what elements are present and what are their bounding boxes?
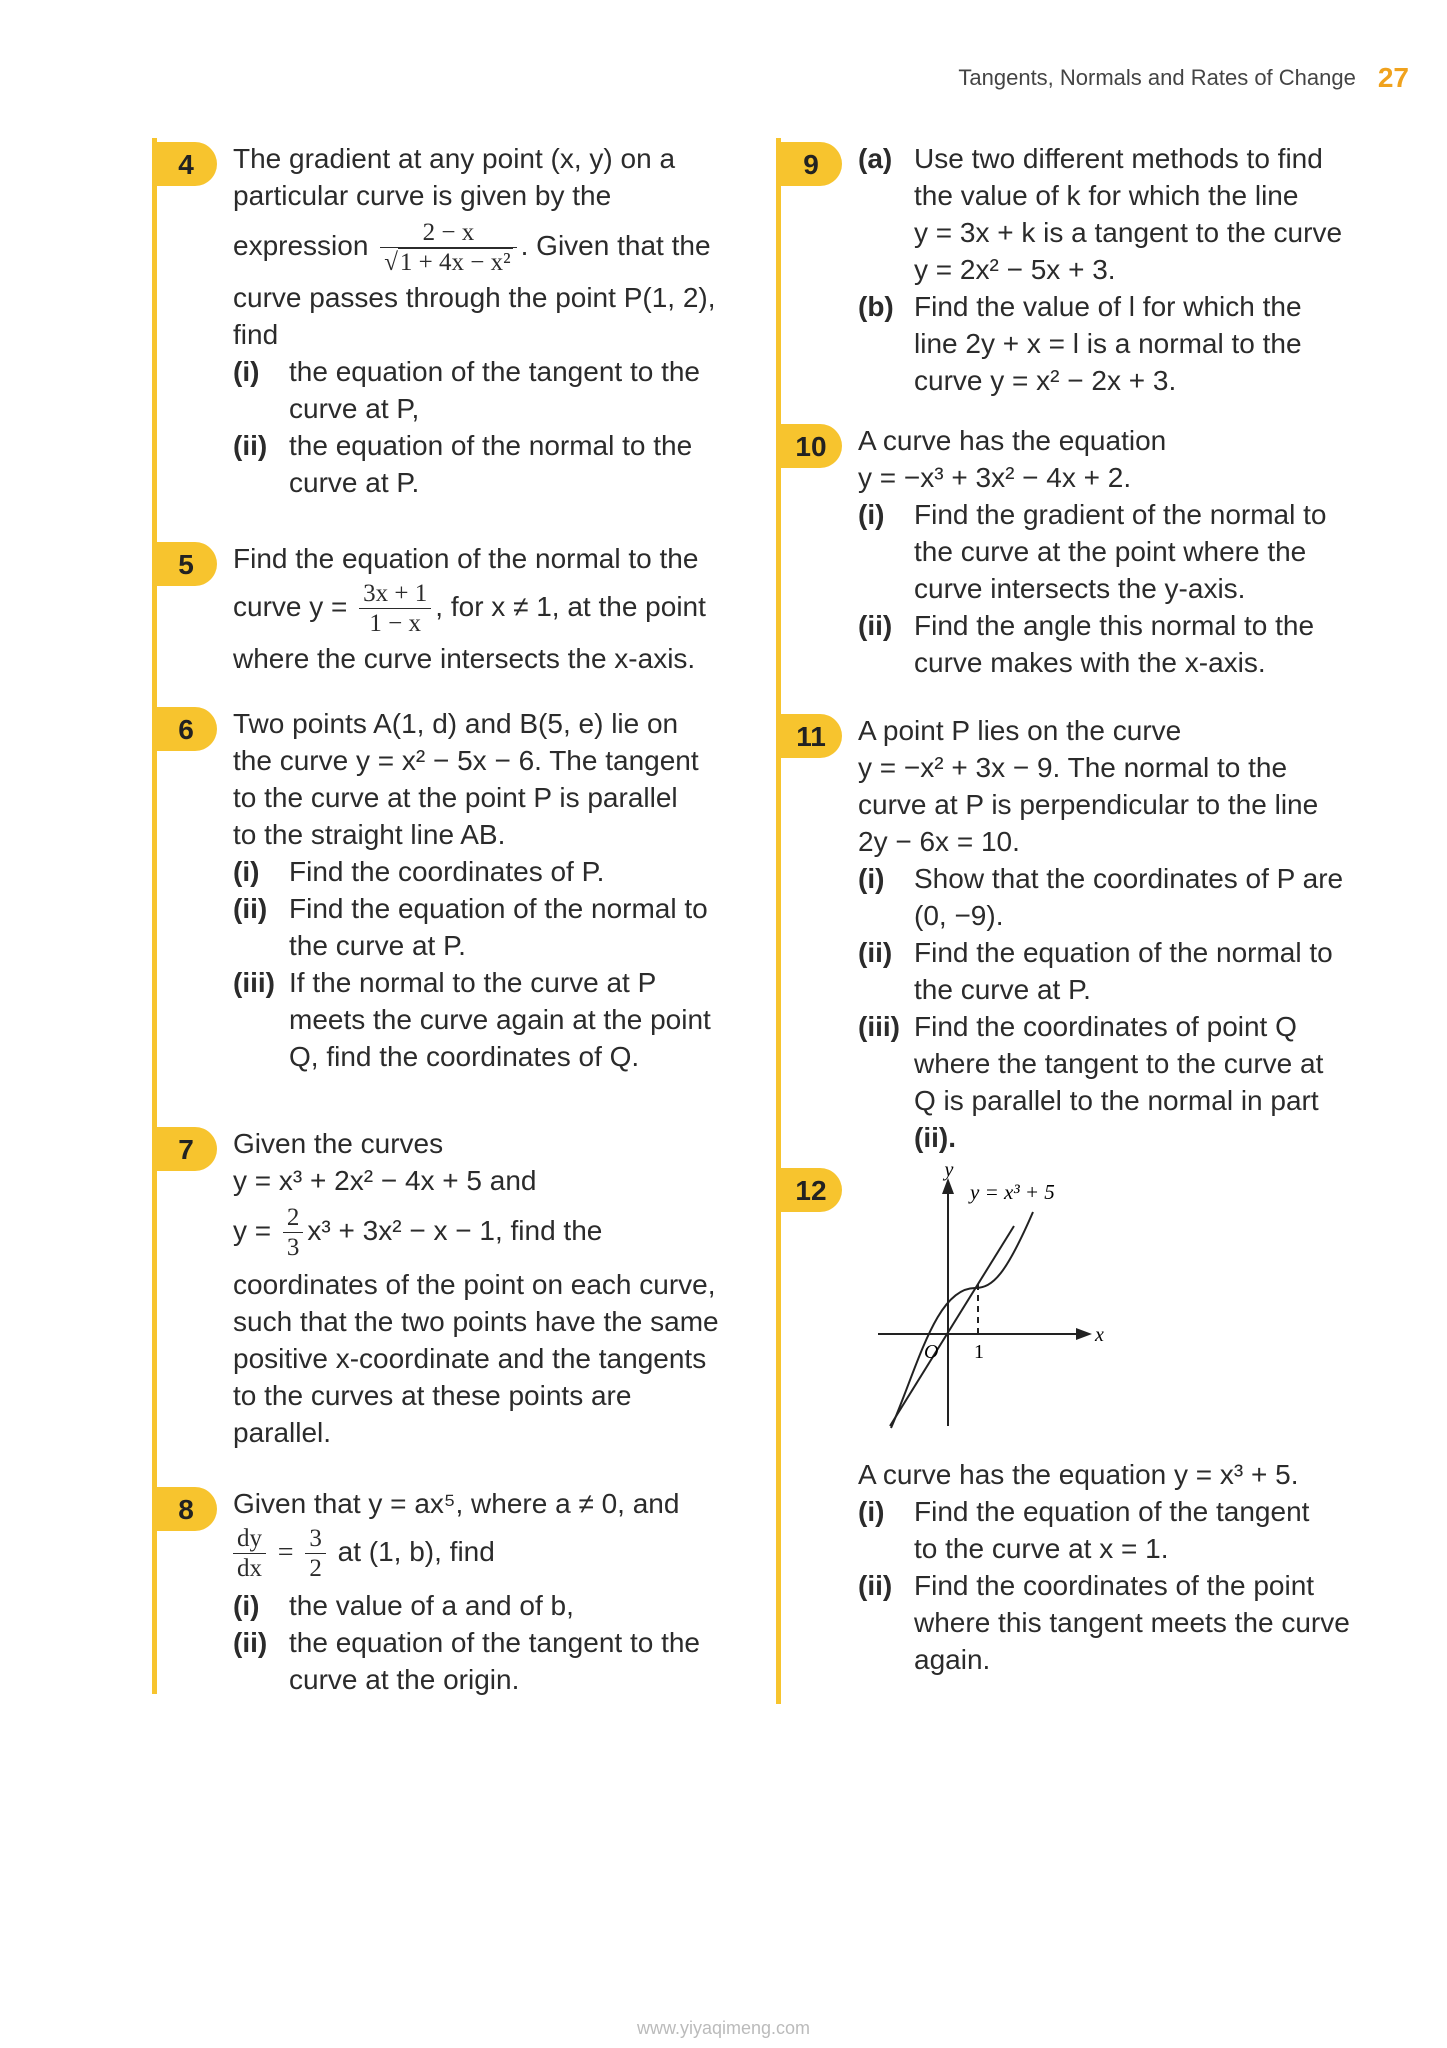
q5-text-line: Find the equation of the normal to the [233,543,699,574]
part-text-line: line 2y + x = l is a normal to the [914,328,1302,359]
q8-value-denominator: 2 [309,1555,322,1582]
part-text-line: where the tangent to the curve at [914,1048,1324,1079]
part-text-line: where this tangent meets the curve [914,1607,1350,1638]
part-label: (iii) [858,1011,900,1042]
part-text-line: the equation of the tangent to the [289,1627,701,1658]
part-label: (i) [233,856,260,887]
q8-equals: = [277,1536,294,1568]
part-text-line: the value of a and of b, [289,1590,574,1621]
x-axis-label: x [1095,1324,1104,1346]
right-column [780,140,1380,1686]
question-number-badge: 6 [155,707,217,751]
part-label: (i) [233,356,260,387]
q7-fraction-denominator: 3 [286,1234,300,1261]
q5-fraction [359,579,431,638]
y-axis-label: y [944,1159,954,1181]
q5-fraction-numerator: 3x + 1 [359,579,431,609]
part-label: (iii) [233,967,275,998]
q7-text-line: to the curves at these points are [233,1380,632,1411]
q11-part-ii [858,934,1380,1008]
part-text-line: the value of k for which the line [914,180,1299,211]
page-header [958,58,1409,98]
q10-text-line: y = −x³ + 3x² − 4x + 2. [858,462,1132,493]
part-text-line: Find the angle this normal to the [914,610,1315,641]
question-11 [780,712,1380,1172]
question-number-badge: 9 [780,142,842,186]
q6-part-ii [233,890,745,964]
q8-derivative-fraction [233,1524,266,1583]
part-text-line: Find the gradient of the normal to [914,499,1327,530]
x-tick-label: 1 [974,1341,984,1363]
part-label: (ii) [858,610,893,641]
q4-part-i [233,353,745,427]
q11-part-i [858,860,1380,934]
q10-part-i [858,496,1380,607]
part-label: (b) [858,291,894,322]
part-text-line: Find the equation of the normal to [289,893,708,924]
q8-expression-line [233,1524,745,1583]
left-column [155,140,745,1735]
watermark: www.yiyaqimeng.com [636,2018,811,2038]
part-text-line: curve at P, [289,393,420,424]
part-text-line: again. [914,1644,991,1675]
part-text-line: Q is parallel to the normal in part [914,1085,1319,1116]
q7-fraction-numerator: 2 [283,1203,304,1233]
part-text-line: the equation of the normal to the [289,430,693,461]
q4-text-line: curve passes through the point P(1, 2), [233,282,716,313]
part-text-line: y = 3x + k is a tangent to the curve [914,217,1343,248]
q6-text-line: Two points A(1, d) and B(5, e) lie on [233,708,679,739]
question-number-badge: 5 [155,542,217,586]
origin-label: O [924,1341,939,1363]
q4-text-line: find [233,319,279,350]
q12-part-i [858,1493,1380,1567]
q7-expression-prefix: y = [233,1214,272,1246]
sqrt-radicand: 1 + 4x − x² [399,249,511,276]
curve-equation-label: y = x³ + 5 [970,1180,1055,1204]
question-number-badge: 8 [155,1487,217,1531]
part-text-line: the curve at P. [914,974,1091,1005]
q9-part-b [858,288,1380,399]
question-5 [155,540,745,705]
part-text-line: Find the value of l for which the [914,291,1302,322]
q12-part-ii [858,1567,1380,1678]
q6-text-line: the curve y = x² − 5x − 6. The tangent [233,745,699,776]
part-text-line: curve intersects the y-axis. [914,573,1246,604]
part-label: (i) [858,499,885,530]
part-text-line: the equation of the tangent to the [289,356,701,387]
part-text-line: curve at P. [289,467,420,498]
part-label: (i) [233,1590,260,1621]
q11-text-line: 2y − 6x = 10. [858,826,1020,857]
chapter-title: Tangents, Normals and Rates of Change [958,65,1356,90]
q7-text-line: Given the curves [233,1128,444,1159]
q7-text-line: such that the two points have the same [233,1306,719,1337]
question-6 [155,705,745,1125]
q4-expression-suffix: . Given that the [520,229,711,261]
q10-text-line: A curve has the equation [858,425,1167,456]
question-7 [155,1125,745,1485]
q11-text-line: curve at P is perpendicular to the line [858,789,1319,820]
q11-text-line: y = −x² + 3x − 9. The normal to the [858,752,1288,783]
question-number-badge: 7 [155,1127,217,1171]
q8-derivative-numerator: dy [233,1524,266,1554]
part-text-line: Find the coordinates of point Q [914,1011,1297,1042]
part-text-line: y = 2x² − 5x + 3. [914,254,1116,285]
q7-expression-suffix: x³ + 3x² − x − 1, find the [307,1214,603,1246]
part-text-line: Find the coordinates of P. [289,856,605,887]
part-text-line: the curve at P. [289,930,466,961]
part-text-line: meets the curve again at the point [289,1004,711,1035]
part-label: (a) [858,143,893,174]
question-9 [780,140,1380,422]
q7-text-line: y = x³ + 2x² − 4x + 5 and [233,1165,537,1196]
part-text-line: the curve at the point where the [914,536,1307,567]
part-text-line: curve makes with the x-axis. [914,647,1266,678]
q7-expression-line [233,1203,745,1262]
q8-derivative-denominator: dx [237,1555,262,1582]
q9-part-a [858,140,1380,288]
question-number-badge: 12 [780,1168,842,1212]
part-label: (ii) [858,937,893,968]
question-8 [155,1485,745,1735]
part-label: (i) [858,863,885,894]
question-12 [780,1159,1380,1686]
part-text-line: to the curve at x = 1. [914,1533,1169,1564]
q12-text-line: A curve has the equation y = x³ + 5. [858,1459,1299,1490]
part-text-line: Find the equation of the tangent [914,1496,1310,1527]
q7-text-line: positive x-coordinate and the tangents [233,1343,707,1374]
part-label: (i) [858,1496,885,1527]
part-text-line: Find the coordinates of the point [914,1570,1315,1601]
q6-text-line: to the curve at the point P is parallel [233,782,678,813]
q5-text-line: where the curve intersects the x-axis. [233,643,696,674]
part-text-line: Find the equation of the normal to [914,937,1333,968]
curve-cubic [891,1212,1033,1428]
question-number-badge: 4 [155,142,217,186]
q6-part-i [233,853,745,890]
q7-fraction [283,1203,304,1262]
part-text-line: (0, −9). [914,900,1004,931]
part-label: (ii) [233,1627,268,1658]
q4-part-ii [233,427,745,501]
q11-part-iii [858,1008,1380,1156]
part-label: (ii) [233,893,268,924]
tangent-line [890,1226,1014,1426]
part-text-line: Use two different methods to find [914,143,1323,174]
q4-fraction-numerator: 2 − x [380,218,516,248]
q5-expression-suffix: , for x ≠ 1, at the point [435,590,706,622]
q8-part-ii [233,1624,745,1698]
q8-expression-suffix: at (1, b), find [337,1535,495,1567]
q4-text-line: particular curve is given by the [233,180,612,211]
q10-part-ii [858,607,1380,681]
q5-fraction-denominator: 1 − x [369,610,422,637]
q4-fraction-denominator: √1 + 4x − x² [384,249,511,276]
q5-expression-prefix: curve y = [233,590,348,622]
q4-expression-prefix: expression [233,229,369,261]
page-number: 27 [1377,62,1409,93]
part-label: (ii) [858,1570,893,1601]
q8-value-fraction [305,1524,326,1583]
cubic-graph [858,1159,1104,1436]
part-text-line: Q, find the coordinates of Q. [289,1041,640,1072]
part-text-line: curve y = x² − 2x + 3. [914,365,1177,396]
part-text-line: If the normal to the curve at P [289,967,657,998]
q11-text-line: A point P lies on the curve [858,715,1182,746]
part-text-line: curve at the origin. [289,1664,520,1695]
q7-text-line: parallel. [233,1417,332,1448]
q7-text-line: coordinates of the point on each curve, [233,1269,716,1300]
q4-expression-line [233,218,745,277]
q4-text-line: The gradient at any point (x, y) on a [233,143,676,174]
q5-expression-line [233,579,745,638]
part-text-line: (ii). [914,1122,956,1153]
question-10 [780,422,1380,712]
q8-value-numerator: 3 [305,1524,326,1554]
q6-part-iii [233,964,745,1075]
q8-part-i [233,1587,745,1624]
part-text-line: Show that the coordinates of P are [914,863,1344,894]
question-number-badge: 10 [780,424,842,468]
q6-text-line: to the straight line AB. [233,819,506,850]
question-4 [155,140,745,540]
question-number-badge: 11 [780,714,842,758]
part-label: (ii) [233,430,268,461]
x-axis-arrow [1076,1328,1092,1340]
q4-fraction [380,218,516,277]
q8-text-line: Given that y = ax⁵, where a ≠ 0, and [233,1488,680,1519]
